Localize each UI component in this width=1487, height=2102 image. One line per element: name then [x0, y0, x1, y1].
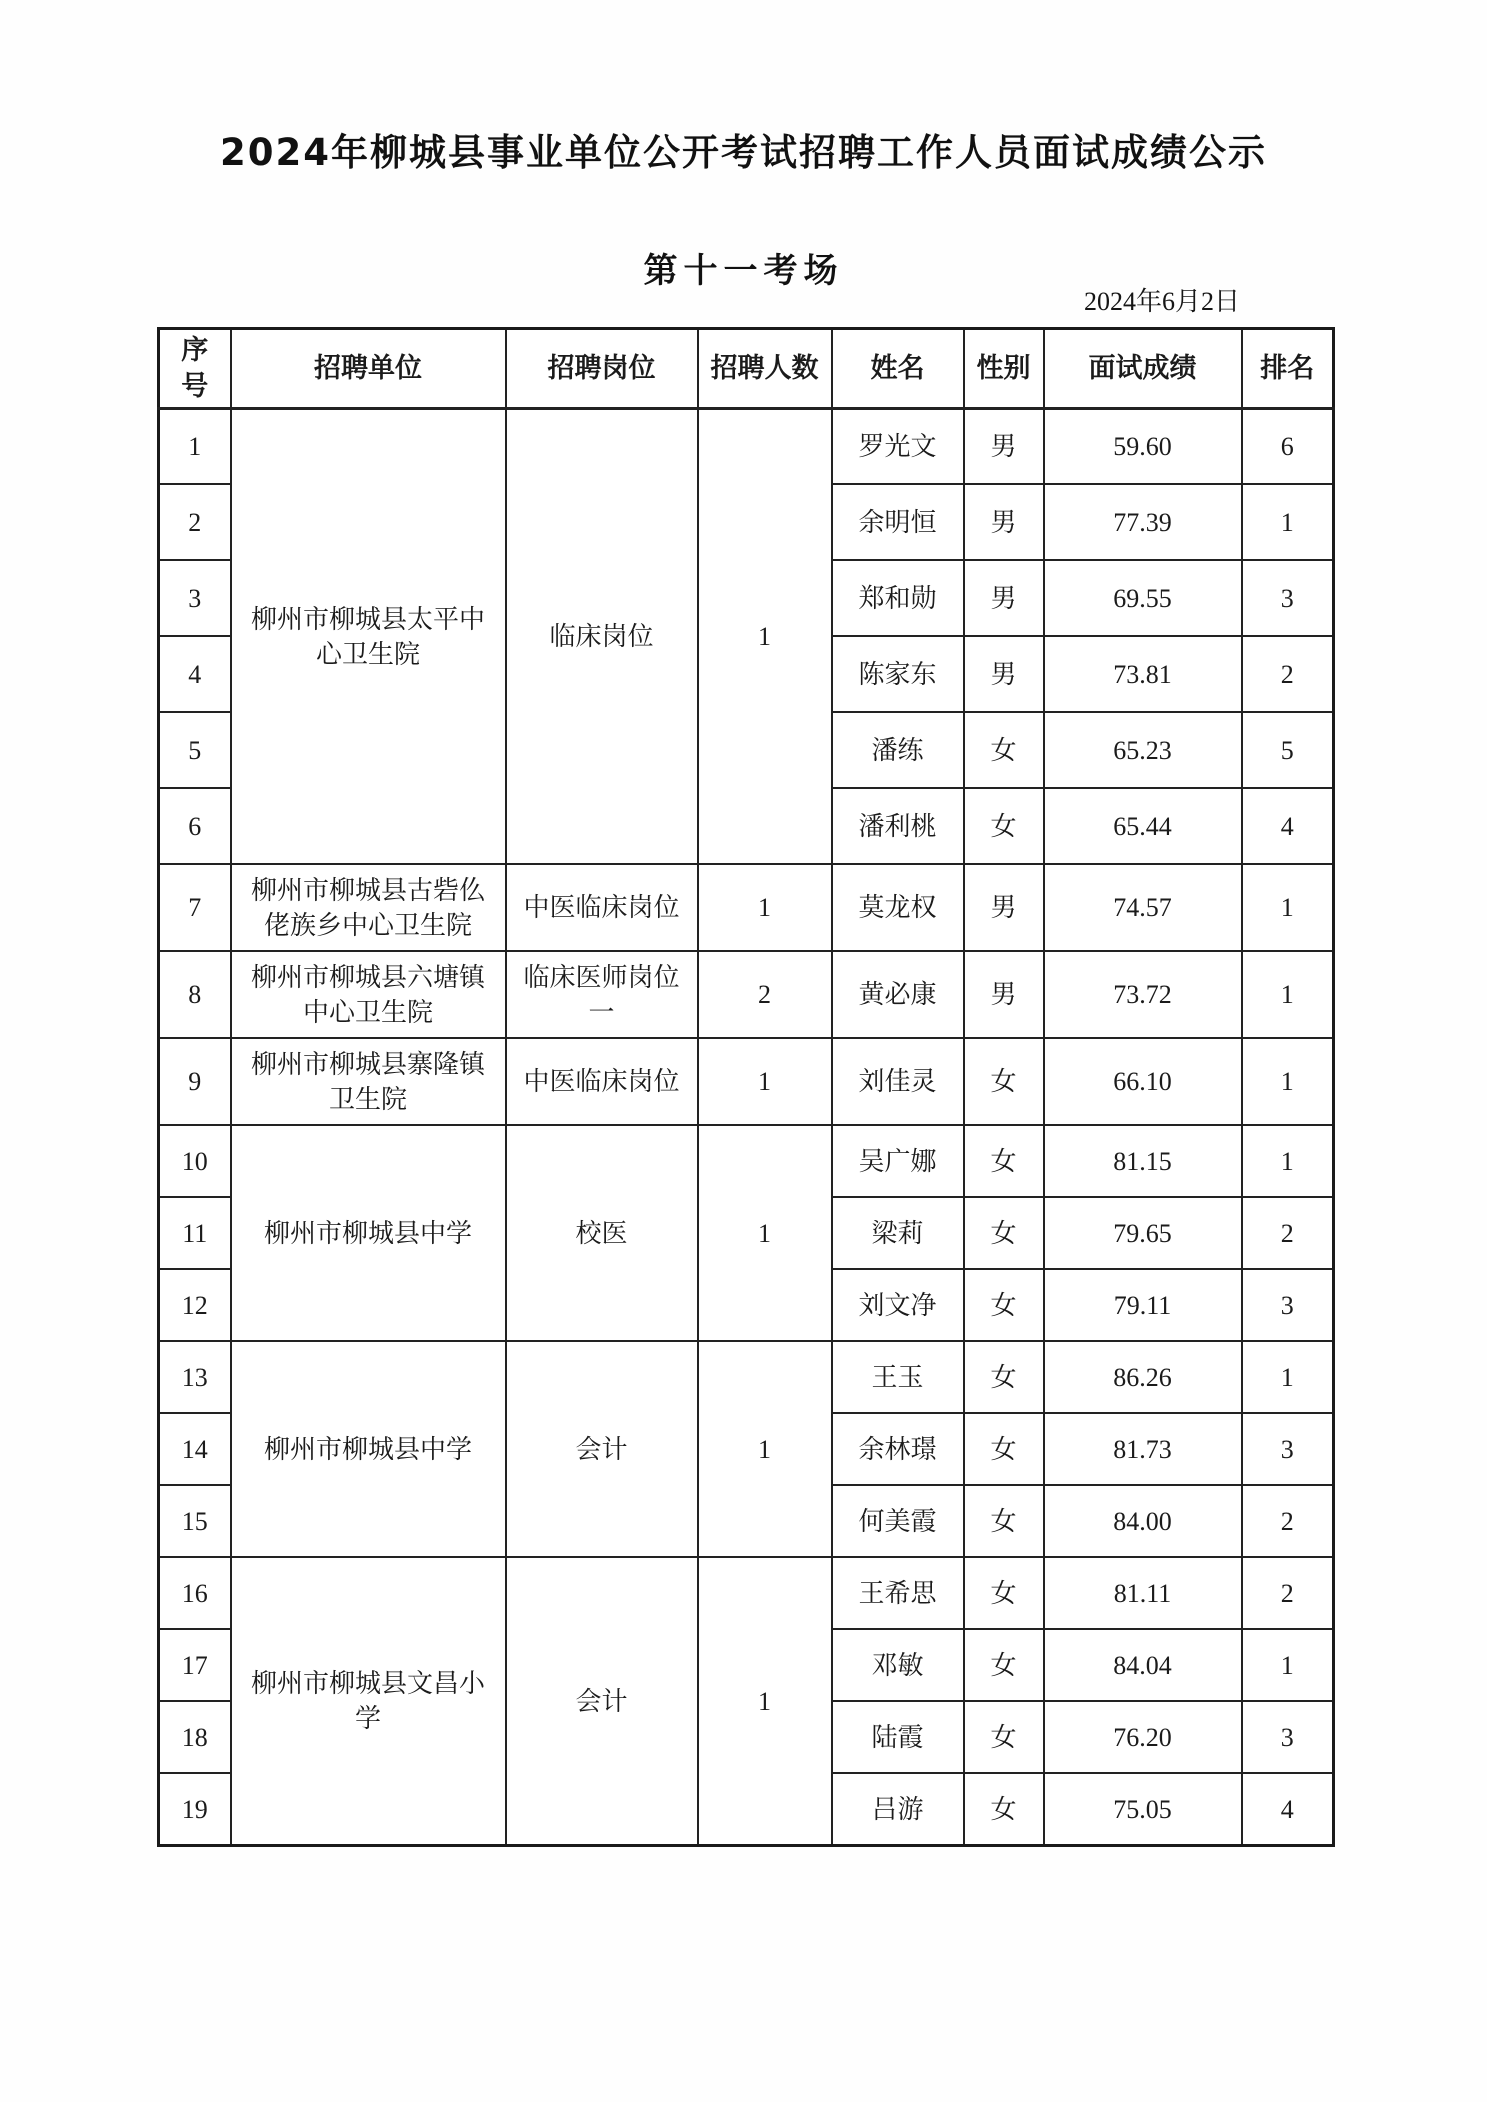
- name-cell: 罗光文: [832, 408, 964, 484]
- rank-cell: 1: [1242, 951, 1334, 1038]
- unit-cell: 柳州市柳城县古砦仫佬族乡中心卫生院: [231, 864, 506, 951]
- row-number-cell: 16: [159, 1557, 231, 1629]
- table-row: [159, 951, 1334, 1038]
- col-header-gender: 性别: [964, 329, 1044, 409]
- publish-date: 2024年6月2日: [1083, 287, 1240, 316]
- row-number-cell: 10: [159, 1125, 231, 1197]
- name-cell: 潘利桃: [832, 788, 964, 864]
- rank-cell: 4: [1242, 1773, 1334, 1845]
- score-cell: 81.73: [1044, 1413, 1242, 1485]
- gender-cell: 女: [964, 1125, 1044, 1197]
- rank-cell: 3: [1242, 1269, 1334, 1341]
- name-cell: 余林璟: [832, 1413, 964, 1485]
- score-cell: 75.05: [1044, 1773, 1242, 1845]
- name-cell: 刘佳灵: [832, 1038, 964, 1125]
- row-number-cell: 11: [159, 1197, 231, 1269]
- score-cell: 66.10: [1044, 1038, 1242, 1125]
- count-cell: 1: [698, 1038, 832, 1125]
- count-cell: 1: [698, 864, 832, 951]
- col-header-index: 序号: [159, 329, 231, 409]
- row-number-cell: 18: [159, 1701, 231, 1773]
- name-cell: 莫龙权: [832, 864, 964, 951]
- score-cell: 79.65: [1044, 1197, 1242, 1269]
- gender-cell: 女: [964, 1701, 1044, 1773]
- position-cell: 临床岗位: [506, 408, 698, 864]
- rank-cell: 2: [1242, 636, 1334, 712]
- row-number-cell: 6: [159, 788, 231, 864]
- count-cell: 1: [698, 1341, 832, 1557]
- row-number-cell: 15: [159, 1485, 231, 1557]
- row-number-cell: 4: [159, 636, 231, 712]
- score-cell: 65.23: [1044, 712, 1242, 788]
- row-number-cell: 17: [159, 1629, 231, 1701]
- rank-cell: 1: [1242, 864, 1334, 951]
- gender-cell: 女: [964, 1557, 1044, 1629]
- unit-cell: 柳州市柳城县文昌小学: [231, 1557, 506, 1845]
- score-cell: 73.72: [1044, 951, 1242, 1038]
- name-cell: 郑和勋: [832, 560, 964, 636]
- rank-cell: 4: [1242, 788, 1334, 864]
- name-cell: 余明恒: [832, 484, 964, 560]
- score-cell: 81.11: [1044, 1557, 1242, 1629]
- table-row: [159, 408, 1334, 484]
- name-cell: 陈家东: [832, 636, 964, 712]
- row-number-cell: 5: [159, 712, 231, 788]
- gender-cell: 男: [964, 484, 1044, 560]
- col-header-score: 面试成绩: [1044, 329, 1242, 409]
- col-header-count: 招聘人数: [698, 329, 832, 409]
- name-cell: 刘文净: [832, 1269, 964, 1341]
- row-number-cell: 3: [159, 560, 231, 636]
- score-cell: 77.39: [1044, 484, 1242, 560]
- gender-cell: 女: [964, 1485, 1044, 1557]
- score-cell: 74.57: [1044, 864, 1242, 951]
- score-cell: 69.55: [1044, 560, 1242, 636]
- row-number-cell: 9: [159, 1038, 231, 1125]
- score-cell: 76.20: [1044, 1701, 1242, 1773]
- unit-cell: 柳州市柳城县六塘镇中心卫生院: [231, 951, 506, 1038]
- name-cell: 王希思: [832, 1557, 964, 1629]
- gender-cell: 女: [964, 1341, 1044, 1413]
- score-cell: 65.44: [1044, 788, 1242, 864]
- count-cell: 1: [698, 1125, 832, 1341]
- gender-cell: 女: [964, 788, 1044, 864]
- results-table: [157, 327, 1335, 1847]
- table-row: [159, 864, 1334, 951]
- table-header-row: [159, 329, 1334, 409]
- col-header-position: 招聘岗位: [506, 329, 698, 409]
- col-header-rank: 排名: [1242, 329, 1334, 409]
- rank-cell: 6: [1242, 408, 1334, 484]
- name-cell: 潘练: [832, 712, 964, 788]
- unit-cell: 柳州市柳城县中学: [231, 1341, 506, 1557]
- gender-cell: 男: [964, 560, 1044, 636]
- score-cell: 81.15: [1044, 1125, 1242, 1197]
- rank-cell: 1: [1242, 1341, 1334, 1413]
- position-cell: 校医: [506, 1125, 698, 1341]
- document-title: 2024年柳城县事业单位公开考试招聘工作人员面试成绩公示: [220, 131, 1267, 174]
- score-cell: 84.04: [1044, 1629, 1242, 1701]
- rank-cell: 2: [1242, 1197, 1334, 1269]
- gender-cell: 女: [964, 1197, 1044, 1269]
- score-cell: 86.26: [1044, 1341, 1242, 1413]
- count-cell: 1: [698, 1557, 832, 1845]
- gender-cell: 男: [964, 951, 1044, 1038]
- gender-cell: 男: [964, 636, 1044, 712]
- exam-room-subtitle: 第十一考场: [643, 251, 844, 291]
- row-number-cell: 8: [159, 951, 231, 1038]
- gender-cell: 女: [964, 1413, 1044, 1485]
- gender-cell: 女: [964, 1773, 1044, 1845]
- gender-cell: 男: [964, 408, 1044, 484]
- gender-cell: 女: [964, 1269, 1044, 1341]
- rank-cell: 2: [1242, 1485, 1334, 1557]
- rank-cell: 1: [1242, 484, 1334, 560]
- row-number-cell: 14: [159, 1413, 231, 1485]
- row-number-cell: 19: [159, 1773, 231, 1845]
- count-cell: 2: [698, 951, 832, 1038]
- name-cell: 吴广娜: [832, 1125, 964, 1197]
- rank-cell: 1: [1242, 1629, 1334, 1701]
- row-number-cell: 2: [159, 484, 231, 560]
- rank-cell: 2: [1242, 1557, 1334, 1629]
- position-cell: 中医临床岗位: [506, 1038, 698, 1125]
- score-cell: 59.60: [1044, 408, 1242, 484]
- gender-cell: 男: [964, 864, 1044, 951]
- name-cell: 吕游: [832, 1773, 964, 1845]
- name-cell: 梁莉: [832, 1197, 964, 1269]
- table-row: [159, 1557, 1334, 1629]
- gender-cell: 女: [964, 1629, 1044, 1701]
- position-cell: 临床医师岗位一: [506, 951, 698, 1038]
- row-number-cell: 13: [159, 1341, 231, 1413]
- position-cell: 会计: [506, 1557, 698, 1845]
- table-row: [159, 1341, 1334, 1413]
- row-number-cell: 1: [159, 408, 231, 484]
- rank-cell: 3: [1242, 560, 1334, 636]
- name-cell: 王玉: [832, 1341, 964, 1413]
- gender-cell: 女: [964, 1038, 1044, 1125]
- rank-cell: 1: [1242, 1038, 1334, 1125]
- row-number-cell: 12: [159, 1269, 231, 1341]
- col-header-unit: 招聘单位: [231, 329, 506, 409]
- gender-cell: 女: [964, 712, 1044, 788]
- table-row: [159, 1125, 1334, 1197]
- rank-cell: 5: [1242, 712, 1334, 788]
- rank-cell: 1: [1242, 1125, 1334, 1197]
- rank-cell: 3: [1242, 1701, 1334, 1773]
- count-cell: 1: [698, 408, 832, 864]
- position-cell: 中医临床岗位: [506, 864, 698, 951]
- rank-cell: 3: [1242, 1413, 1334, 1485]
- name-cell: 何美霞: [832, 1485, 964, 1557]
- name-cell: 陆霞: [832, 1701, 964, 1773]
- results-table-body: [159, 408, 1334, 1845]
- unit-cell: 柳州市柳城县寨隆镇卫生院: [231, 1038, 506, 1125]
- name-cell: 黄必康: [832, 951, 964, 1038]
- row-number-cell: 7: [159, 864, 231, 951]
- score-cell: 73.81: [1044, 636, 1242, 712]
- unit-cell: 柳州市柳城县太平中心卫生院: [231, 408, 506, 864]
- table-row: [159, 1038, 1334, 1125]
- col-header-name: 姓名: [832, 329, 964, 409]
- name-cell: 邓敏: [832, 1629, 964, 1701]
- unit-cell: 柳州市柳城县中学: [231, 1125, 506, 1341]
- position-cell: 会计: [506, 1341, 698, 1557]
- score-cell: 79.11: [1044, 1269, 1242, 1341]
- score-cell: 84.00: [1044, 1485, 1242, 1557]
